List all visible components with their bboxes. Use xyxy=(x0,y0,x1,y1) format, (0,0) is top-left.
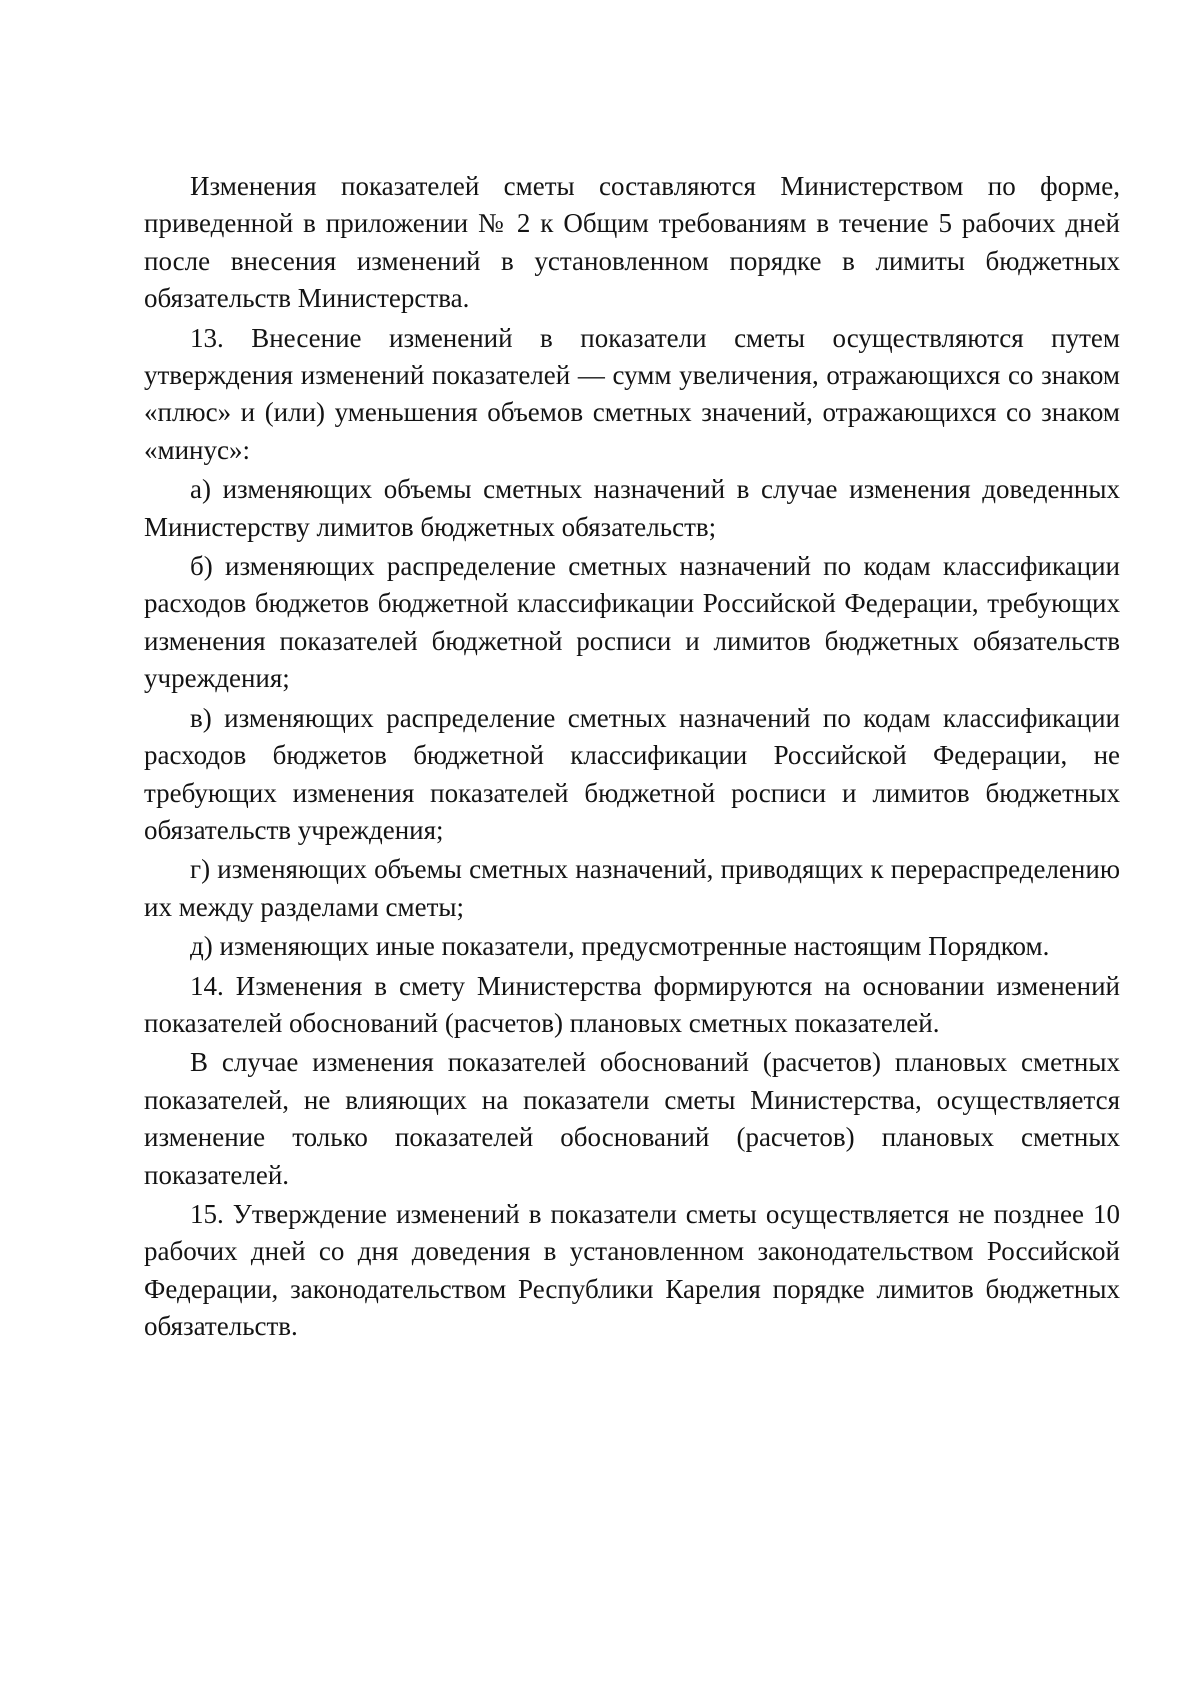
paragraph-item-13: 13. Внесение изменений в показатели сметы осуществляются путем утверждения изменений показателей — сумм увеличения, отражающихся со знаком «плюс» и (или) уменьшения объемов сметных значений, отражающихся со знаком «минус»: xyxy=(144,322,1120,465)
paragraph-subitem-b: б) изменяющих распределение сметных назначений по кодам классификации расходов бюджетов бюджетной классификации Российской Федерации, требующих изменения показателей бюджетной росписи и лимитов бюджетных обязательств учреждения; xyxy=(144,551,1120,694)
paragraph-subitem-v: в) изменяющих распределение сметных назначений по кодам классификации расходов бюджетов бюджетной классификации Российской Федерации, не требующих изменения показателей бюджетной росписи и лимитов бюджетных обязательств учреждения; xyxy=(144,702,1120,845)
paragraph-calculation-changes: В случае изменения показателей обоснований (расчетов) плановых сметных показателей, не влияющих на показатели сметы Министерства, осуществляется изменение только показателей обоснований (расчетов) плановых сметных показателей. xyxy=(144,1047,1120,1190)
paragraph-subitem-g: г) изменяющих объемы сметных назначений, приводящих к перераспределению их между разделами сметы; xyxy=(144,854,1120,922)
paragraph-subitem-a: а) изменяющих объемы сметных назначений в случае изменения доведенных Министерству лимитов бюджетных обязательств; xyxy=(144,474,1120,542)
document-body xyxy=(144,168,1120,1346)
paragraph-estimate-changes: Изменения показателей сметы составляются Министерством по форме, приведенной в приложении № 2 к Общим требованиям в течение 5 рабочих дней после внесения изменений в установленном порядке в лимиты бюджетных обязательств Министерства. xyxy=(144,171,1120,314)
paragraph-item-15: 15. Утверждение изменений в показатели сметы осуществляется не позднее 10 рабочих дней со дня доведения в установленном законодательством Российской Федерации, законодательством Республики Карелия порядке лимитов бюджетных обязательств. xyxy=(144,1198,1120,1342)
paragraph-subitem-d: д) изменяющих иные показатели, предусмотренные настоящим Порядком. xyxy=(190,931,1050,962)
paragraph-item-14: 14. Изменения в смету Министерства формируются на основании изменений показателей обоснований (расчетов) плановых сметных показателей. xyxy=(144,970,1120,1038)
